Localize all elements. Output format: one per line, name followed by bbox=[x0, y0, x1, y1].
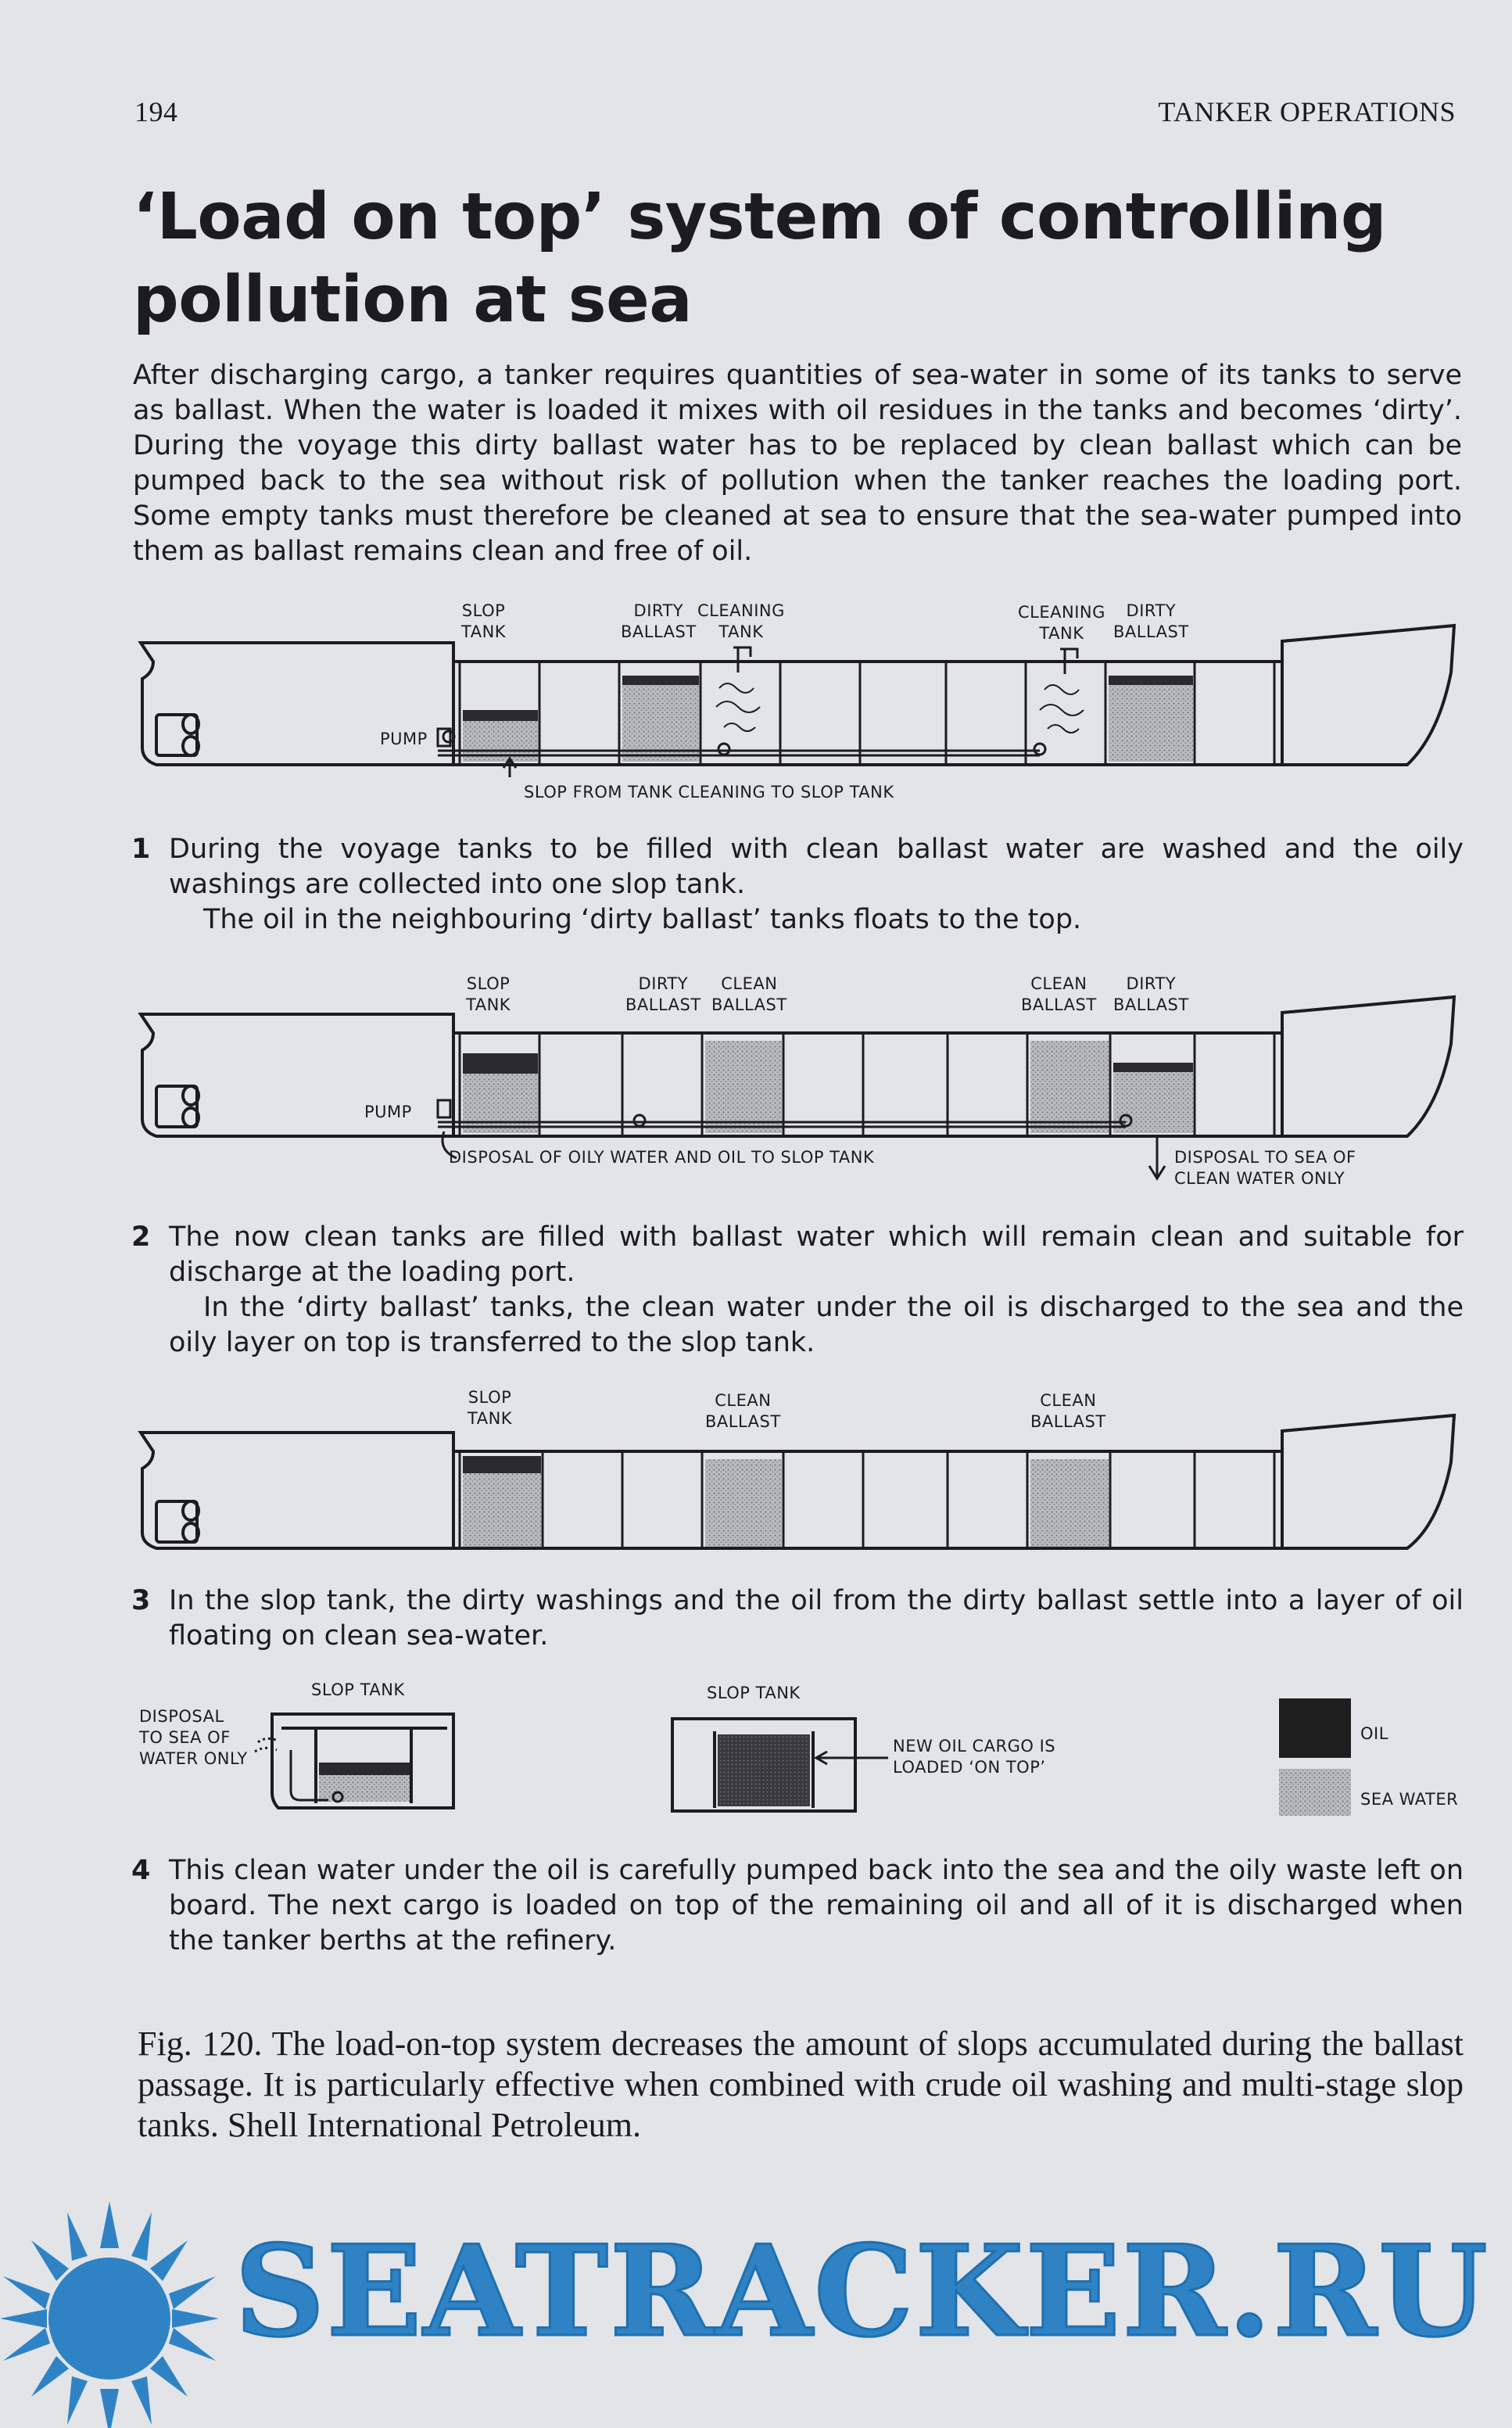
label-clean-ballast-2: CLEAN BALLAST bbox=[1021, 974, 1097, 1014]
diagram-2-note-left: DISPOSAL OF OILY WATER AND OIL TO SLOP TANK bbox=[449, 1148, 875, 1167]
sun-logo-icon bbox=[0, 2201, 227, 2428]
legend-oil-label: OIL bbox=[1360, 1724, 1388, 1743]
ship-diagram-3 bbox=[0, 1384, 1512, 1564]
legend-sea-water-label: SEA WATER bbox=[1360, 1790, 1459, 1809]
step-text: In the ‘dirty ballast’ tanks, the clean water under the oil is discharged to the sea and the oily layer on top is transferred to the slop tank. bbox=[169, 1292, 1464, 1358]
label-cleaning-tank-2: CLEANING TANK bbox=[1018, 603, 1105, 643]
running-title: TANKER OPERATIONS bbox=[1158, 96, 1456, 127]
step-2 bbox=[131, 1220, 1464, 1361]
label-disposal: DISPOSAL TO SEA OF WATER ONLY bbox=[139, 1707, 248, 1768]
step-1 bbox=[131, 832, 1464, 938]
label-slop-tank: SLOP TANK bbox=[466, 974, 511, 1014]
label-dirty-ballast: DIRTY BALLAST bbox=[621, 601, 697, 641]
label-dirty-ballast-2: DIRTY BALLAST bbox=[1113, 601, 1189, 641]
diagram-3 bbox=[0, 1384, 1512, 1564]
figure-caption: Fig. 120. The load-on-top system decreases the amount of slops accumulated during the ballast passage. It is particularly effective when combined with crude oil washing and multi-stage slop tanks. Shell International Petroleum. bbox=[138, 2025, 1464, 2144]
label-clean-ballast-2: CLEAN BALLAST bbox=[1030, 1391, 1106, 1431]
step-number: 1 bbox=[131, 834, 151, 865]
label-slop-tank-2: SLOP TANK bbox=[707, 1684, 801, 1702]
label-pump: PUMP bbox=[364, 1103, 412, 1121]
step-text: The oil in the neighbouring ‘dirty ballast’ tanks floats to the top. bbox=[203, 904, 1082, 935]
label-new-cargo: NEW OIL CARGO IS LOADED ‘ON TOP’ bbox=[893, 1737, 1056, 1777]
intro-paragraph: After discharging cargo, a tanker requires quantities of sea-water in some of its tanks to serve as ballast. When the water is loaded it mixes with oil residues in the tanks and becomes ‘dirty’. During the voyage this dirty ballast water has to be replaced by clean ballast which can be pumped back to the sea without risk of pollution when the tanker reaches the loading port. Some empty tanks must therefore be cleaned at sea to ensure that the sea-water pumped into them as ballast remains clean and free of oil. bbox=[133, 360, 1462, 567]
label-slop-tank: SLOP TANK bbox=[311, 1680, 405, 1699]
watermark: SEATRACKER.RU bbox=[235, 2218, 1489, 2365]
step-3 bbox=[131, 1583, 1464, 1654]
label-dirty-ballast-2: DIRTY BALLAST bbox=[1113, 974, 1189, 1014]
diagram-1-note: SLOP FROM TANK CLEANING TO SLOP TANK bbox=[524, 783, 894, 802]
label-slop-tank: SLOP TANK bbox=[461, 601, 507, 641]
step-text: In the slop tank, the dirty washings and the oil from the dirty ballast settle into a layer of oil floating on clean sea-water. bbox=[169, 1585, 1464, 1652]
step-text: During the voyage tanks to be filled with clean ballast water are washed and the oily washings are collected into one slop tank. bbox=[169, 834, 1464, 900]
label-slop-tank: SLOP TANK bbox=[468, 1388, 513, 1428]
diagram-2-note-right: DISPOSAL TO SEA OF CLEAN WATER ONLY bbox=[1174, 1148, 1356, 1188]
step-4 bbox=[131, 1853, 1464, 1959]
page-number: 194 bbox=[134, 96, 178, 127]
label-cleaning-tank: CLEANING TANK bbox=[697, 601, 785, 641]
step-number: 3 bbox=[131, 1585, 151, 1616]
diagram-2 bbox=[0, 966, 1512, 1200]
label-dirty-ballast: DIRTY BALLAST bbox=[625, 974, 701, 1014]
diagram-4 bbox=[0, 1673, 1512, 1830]
step-number: 2 bbox=[131, 1221, 151, 1253]
page-title: ‘Load on top’ system of controlling pollution at sea bbox=[133, 180, 1387, 337]
step-number: 4 bbox=[131, 1855, 151, 1886]
label-clean-ballast: CLEAN BALLAST bbox=[711, 974, 787, 1014]
slop-tank-diagrams bbox=[0, 1673, 1512, 1830]
diagram-1 bbox=[0, 594, 1512, 829]
label-clean-ballast: CLEAN BALLAST bbox=[705, 1391, 781, 1431]
step-text: The now clean tanks are filled with ballast water which will remain clean and suitable for discharge at the loading port. bbox=[169, 1221, 1464, 1288]
step-text: This clean water under the oil is carefully pumped back into the sea and the oily waste left on board. The next cargo is loaded on top of the remaining oil and all of it is discharged when the tanker berths at the refinery. bbox=[169, 1855, 1464, 1956]
label-pump: PUMP bbox=[380, 730, 428, 748]
